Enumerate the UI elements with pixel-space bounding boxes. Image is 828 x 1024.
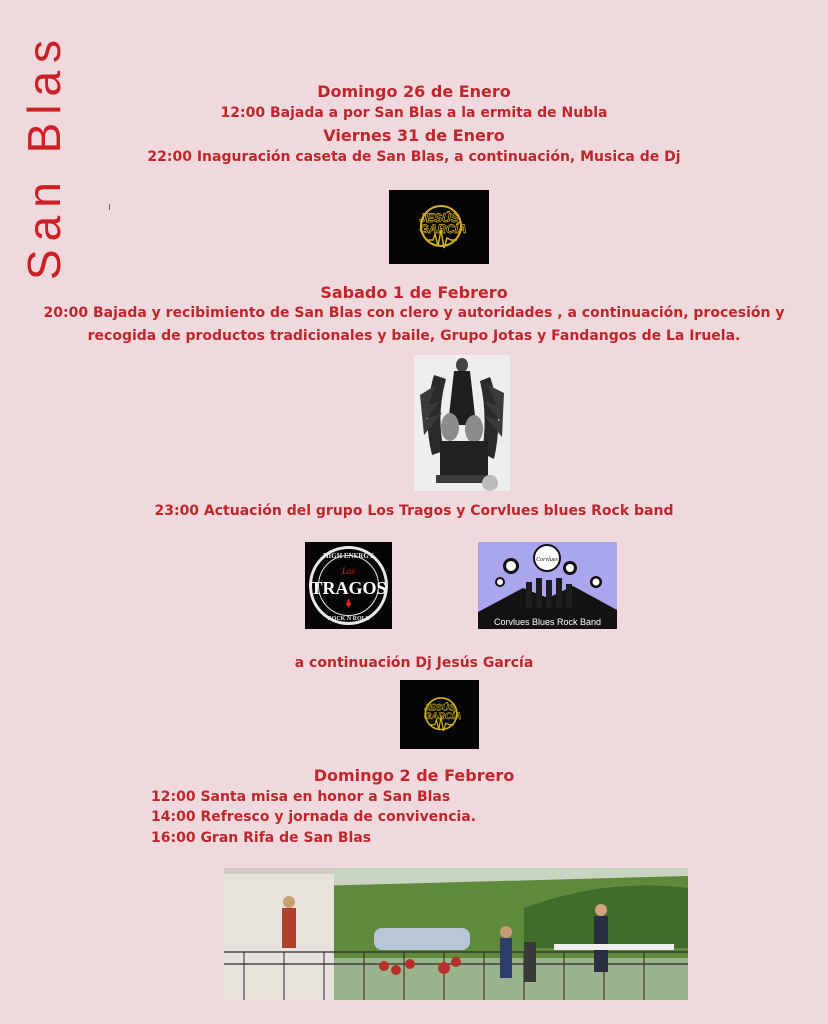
tragos-top-text: HIGH ENERGY: [323, 552, 374, 560]
stray-mark: [109, 204, 110, 210]
day4-item-3: 16:00 Gran Rifa de San Blas: [151, 830, 372, 846]
day4-heading: Domingo 2 de Febrero: [313, 766, 515, 785]
los-tragos-logo: [305, 542, 392, 629]
dj-logo-1: [389, 190, 489, 264]
dj-logo-line1: JESÚS: [419, 211, 459, 225]
corvlues-badge-text: Corvlues: [536, 557, 558, 563]
after-concert-line: a continuación Dj Jesús García: [294, 655, 534, 671]
day2-heading: Viernes 31 de Enero: [323, 126, 505, 145]
dj-logo-graphic: [389, 190, 489, 264]
corvlues-logo: [478, 542, 617, 629]
day1-item: 12:00 Bajada a por San Blas a la ermita de Nubla: [220, 105, 608, 121]
vertical-title-text: San Blas: [18, 31, 70, 281]
day3-item-line2: recogida de productos tradicionales y baile, Grupo Jotas y Fandangos de La Iruela.: [87, 328, 741, 344]
corvlues-caption: Corvlues Blues Rock Band: [493, 617, 602, 627]
dj-logo-line2: GARCÍA: [423, 711, 462, 723]
day3-heading: Sabado 1 de Febrero: [320, 283, 508, 302]
fiesta-photo: [224, 868, 688, 1000]
day2-item: 22:00 Inaguración caseta de San Blas, a continuación, Musica de Dj: [147, 149, 681, 165]
dj-logo-line2: GARCÍA: [419, 222, 467, 236]
tragos-name-text: TRAGOS: [310, 578, 387, 598]
day1-heading: Domingo 26 de Enero: [317, 82, 511, 101]
day3-item-line1: 20:00 Bajada y recibimiento de San Blas con clero y autoridades , a continuación, procesión y: [43, 305, 785, 321]
concert-line: 23:00 Actuación del grupo Los Tragos y Corvlues blues Rock band: [154, 503, 674, 519]
day4-item-1: 12:00 Santa misa en honor a San Blas: [151, 789, 451, 805]
dj-logo-2: [400, 680, 479, 749]
saint-procession-photo: [414, 355, 510, 491]
day4-item-2: 14:00 Refresco y jornada de convivencia.: [151, 809, 477, 825]
tragos-bottom-text: ROCK N ROLL: [327, 616, 370, 622]
dj-logo-graphic: [400, 680, 479, 749]
dj-logo-line1: JESÚS: [423, 702, 456, 714]
tragos-los-text: Los: [341, 566, 356, 576]
